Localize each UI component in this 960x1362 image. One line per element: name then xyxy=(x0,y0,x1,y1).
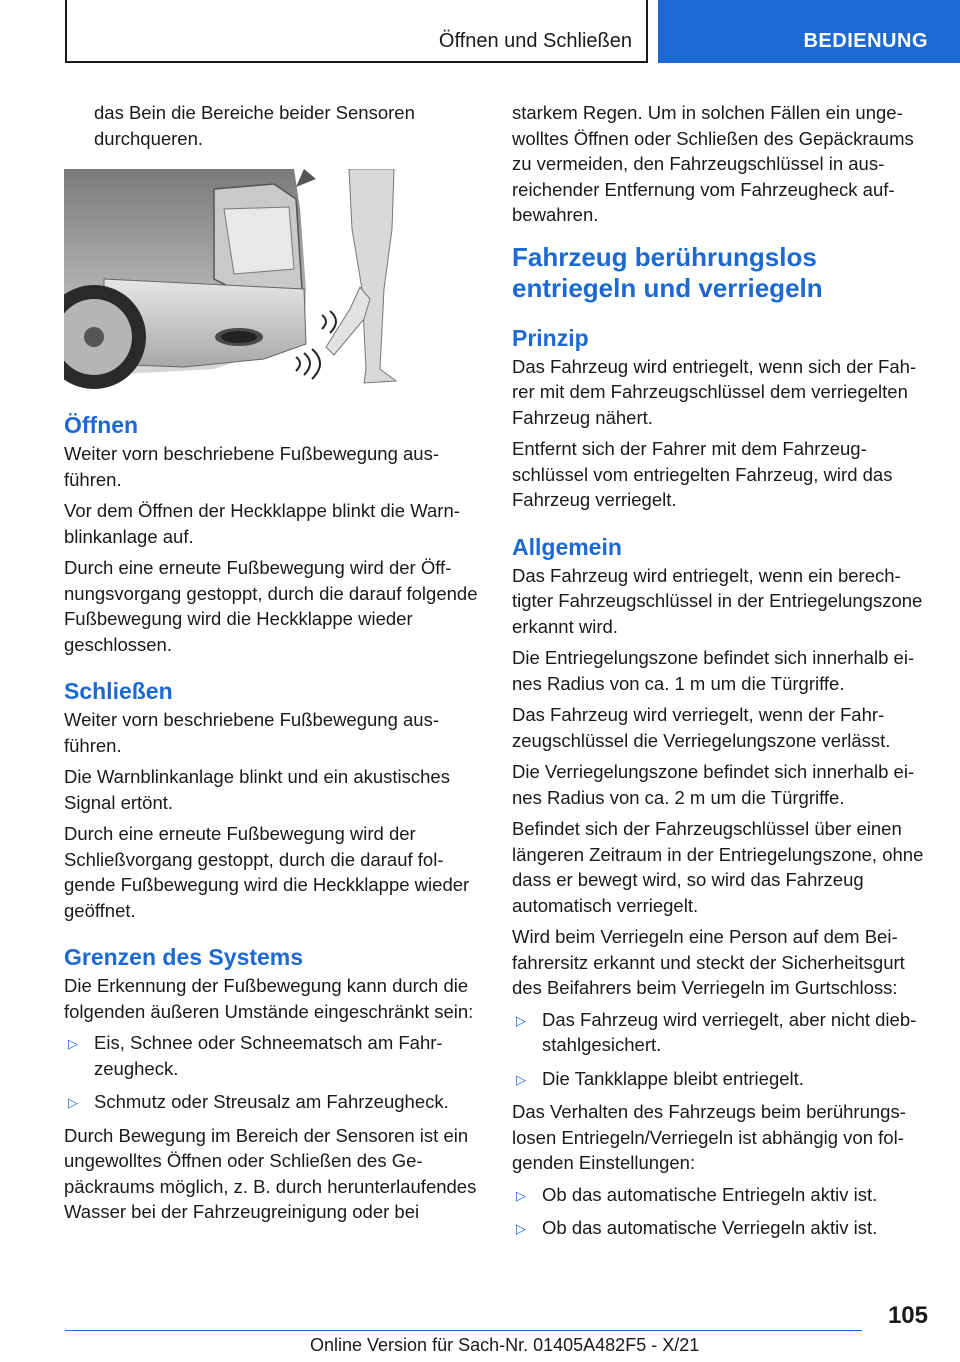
paragraph: Durch Bewegung im Bereich der Sensoren ist ein ungewolltes Öffnen oder Schließen des Gepäckraums möglich, z. B. durch herunterlaufendes Wasser bei der Fahrzeugreinigung oder bei xyxy=(64,1124,477,1222)
heading-grenzen: Grenzen des Systems xyxy=(64,944,304,970)
triangle-bullet-icon: ▷ xyxy=(68,1036,78,1051)
paragraph: starkem Regen. Um in solchen Fällen ein ungewolltes Öffnen oder Schließen des Gepäckraums zu vermeiden, den Fahrzeugschlüssel in ausreichender Entfernung vom Fahrzeugheck aufbewahren. xyxy=(512,102,914,225)
paragraph: Wird beim Verriegeln eine Person auf dem Beifahrersitz erkannt und steckt der Sicherheitsgurt des Beifahrers beim Verriegeln im Gurtschloss: xyxy=(512,926,905,998)
kick-sensor-illustration xyxy=(64,169,400,391)
paragraph: Das Fahrzeug wird verriegelt, wenn der Fahrzeugschlüssel die Verriegelungszone verlässt. xyxy=(512,704,891,751)
paragraph: Befindet sich der Fahrzeugschlüssel über einen längeren Zeitraum in der Entriegelungszone, ohne dass er bewegt wird, so wird das Fahrzeug automatisch verriegelt. xyxy=(512,818,924,916)
paragraph: Die Entriegelungszone befindet sich innerhalb eines Radius von ca. 1 m um die Türgriffe. xyxy=(512,647,915,694)
section-label: BEDIENUNG xyxy=(803,30,928,52)
paragraph: Die Erkennung der Fußbewegung kann durch die folgenden äußeren Umstände eingeschränkt sein: xyxy=(64,975,474,1022)
list-item: ▷ Eis, Schnee oder Schneematsch am Fahrzeugheck. xyxy=(68,1032,443,1079)
heading-oeffnen: Öffnen xyxy=(64,412,139,438)
paragraph: Durch eine erneute Fußbewegung wird der Öffnungsvorgang gestoppt, durch die darauf folgende Fußbewegung wird die Heckklappe wieder geschlossen. xyxy=(64,557,478,655)
paragraph: Entfernt sich der Fahrer mit dem Fahrzeugschlüssel vom entriegelten Fahrzeug, wird das Fahrzeug verriegelt. xyxy=(512,438,893,510)
paragraph: Weiter vorn beschriebene Fußbewegung ausführen. xyxy=(64,443,440,490)
paragraph: Weiter vorn beschriebene Fußbewegung ausführen. xyxy=(64,709,440,756)
paragraph: Die Verriegelungszone befindet sich innerhalb eines Radius von ca. 2 m um die Türgriffe. xyxy=(512,761,915,808)
paragraph: Das Fahrzeug wird entriegelt, wenn ein berechtigter Fahrzeugschlüssel in der Entriegelungszone erkannt wird. xyxy=(512,564,923,637)
footer-divider xyxy=(65,1330,862,1331)
triangle-bullet-icon: ▷ xyxy=(516,1012,526,1028)
bullet-list xyxy=(64,1030,484,1115)
bullet-list xyxy=(512,1182,928,1241)
header-chapter-box xyxy=(65,0,648,63)
footer-online-version: Online Version für Sach-Nr. 01405A482F5 - X/21 xyxy=(310,1335,700,1355)
heading-schliessen: Schließen xyxy=(64,678,173,704)
list-item: ▷ Die Tankklappe bleibt entriegelt. xyxy=(512,1066,928,1092)
list-item: ▷ Ob das automatische Entriegeln aktiv ist. xyxy=(512,1182,928,1208)
left-column xyxy=(64,100,484,1231)
list-item: ▷ Ob das automatische Verriegeln aktiv ist. xyxy=(512,1215,928,1241)
triangle-bullet-icon: ▷ xyxy=(516,1071,526,1087)
page-number: 105 xyxy=(887,1302,928,1329)
heading-prinzip: Prinzip xyxy=(512,324,589,351)
header-section-tab xyxy=(658,0,960,63)
right-column xyxy=(512,100,928,1249)
list-item: ▷ Schmutz oder Streusalz am Fahrzeugheck. xyxy=(64,1089,484,1115)
heading-main: Fahrzeug berührungslos entriegeln und verriegeln xyxy=(512,241,823,303)
paragraph: Die Warnblinkanlage blinkt und ein akustisches Signal ertönt. xyxy=(64,766,450,813)
paragraph: Das Verhalten des Fahrzeugs beim berührungslosen Entriegeln/Verriegeln ist abhängig von folgenden Einstellungen: xyxy=(512,1101,906,1173)
intro-paragraph: das Bein die Bereiche beider Sensoren durchqueren. xyxy=(94,102,415,149)
paragraph: Durch eine erneute Fußbewegung wird der Schließvorgang gestoppt, durch die darauf folgende Fußbewegung wird die Heckklappe wieder geöffnet. xyxy=(64,823,470,921)
triangle-bullet-icon: ▷ xyxy=(516,1187,526,1203)
chapter-title: Öffnen und Schließen xyxy=(438,30,632,52)
list-item: ▷ Das Fahrzeug wird verriegelt, aber nicht diebstahlgesichert. xyxy=(516,1008,917,1055)
paragraph: Vor dem Öffnen der Heckklappe blinkt die Warnblinkanlage auf. xyxy=(64,500,460,547)
paragraph: Das Fahrzeug wird entriegelt, wenn sich der Fahrer mit dem Fahrzeugschlüssel dem verriegelten Fahrzeug nähert. xyxy=(512,355,917,428)
heading-allgemein: Allgemein xyxy=(512,533,622,560)
triangle-bullet-icon: ▷ xyxy=(68,1095,78,1110)
bullet-list xyxy=(512,1007,928,1092)
triangle-bullet-icon: ▷ xyxy=(516,1221,526,1236)
